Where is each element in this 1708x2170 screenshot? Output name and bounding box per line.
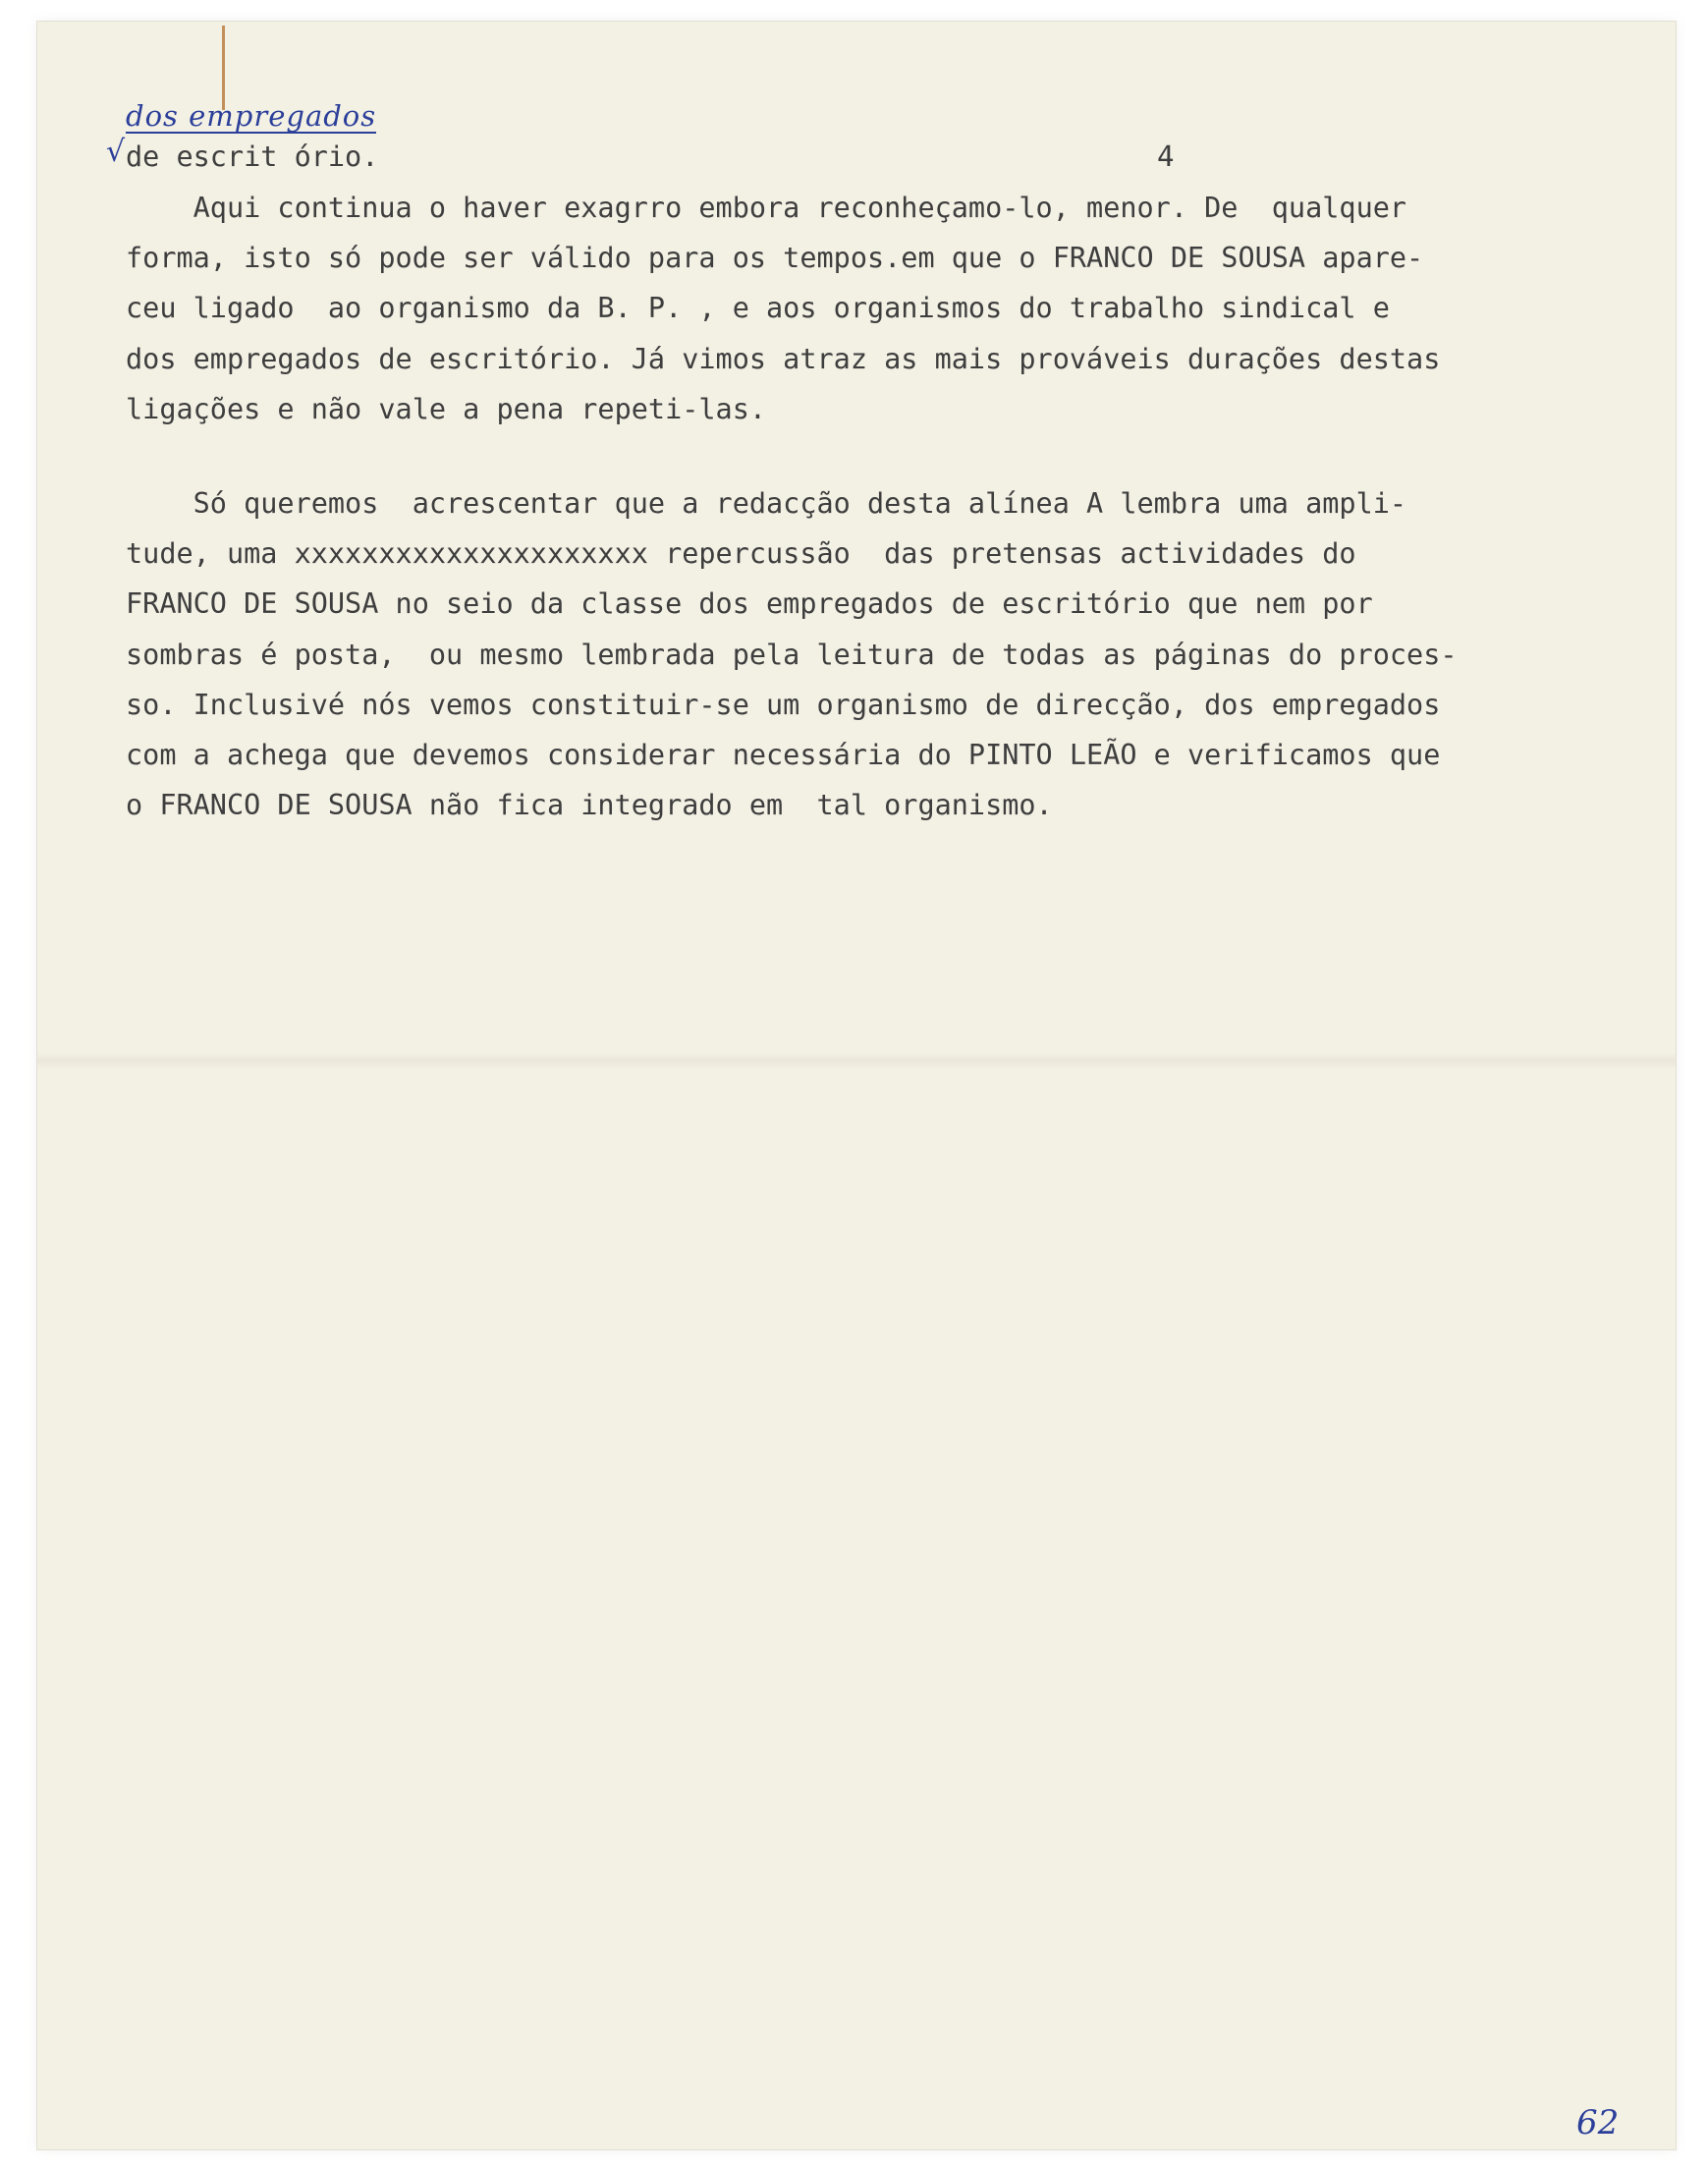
handwritten-sheet-number: 62 xyxy=(1576,2103,1620,2142)
paragraph-line: Só queremos acrescentar que a redacção desta alínea A lembra uma ampli- xyxy=(126,487,1407,520)
paragraph-line: o FRANCO DE SOUSA não fica integrado em tal organismo. xyxy=(126,789,1053,822)
paper-fold xyxy=(37,1053,1676,1069)
paragraph-line: sombras é posta, ou mesmo lembrada pela leitura de todas as páginas do proces- xyxy=(126,638,1458,671)
paragraph-line: ligações e não vale a pena repeti-las. xyxy=(126,392,767,425)
paragraph-line: FRANCO DE SOUSA no seio da classe dos empregados de escritório que nem por xyxy=(126,587,1373,621)
paragraph-line: ceu ligado ao organismo da B. P. , e aos organismos do trabalho sindical e xyxy=(126,292,1390,325)
page-number: 4 xyxy=(1157,139,1175,173)
continuation-line: de escrit ório. xyxy=(126,140,379,173)
paragraph-1 xyxy=(126,183,1658,434)
paragraph-line: Aqui continua o haver exagrro embora reconheçamo-lo, menor. De qualquer xyxy=(126,192,1407,224)
paragraph-line: so. Inclusivé nós vemos constituir-se um organismo de direcção, dos empregados xyxy=(126,688,1441,721)
paragraph-line: dos empregados de escritório. Já vimos atraz as mais prováveis durações destas xyxy=(126,342,1441,375)
insertion-caret-mark: √ xyxy=(106,135,126,169)
handwritten-insertion: dos empregados xyxy=(126,99,377,133)
margin-mark xyxy=(222,26,225,110)
paragraph-line: com a achega que devemos considerar necessária do PINTO LEÃO e verificamos que xyxy=(126,738,1441,771)
paragraph-2 xyxy=(126,478,1658,830)
paragraph-line: forma, isto só pode ser válido para os tempos.em que o FRANCO DE SOUSA apare- xyxy=(126,242,1424,275)
document-page xyxy=(37,22,1676,2149)
paragraph-line: tude, uma xxxxxxxxxxxxxxxxxxxxx repercussão das pretensas actividades do xyxy=(126,537,1356,571)
